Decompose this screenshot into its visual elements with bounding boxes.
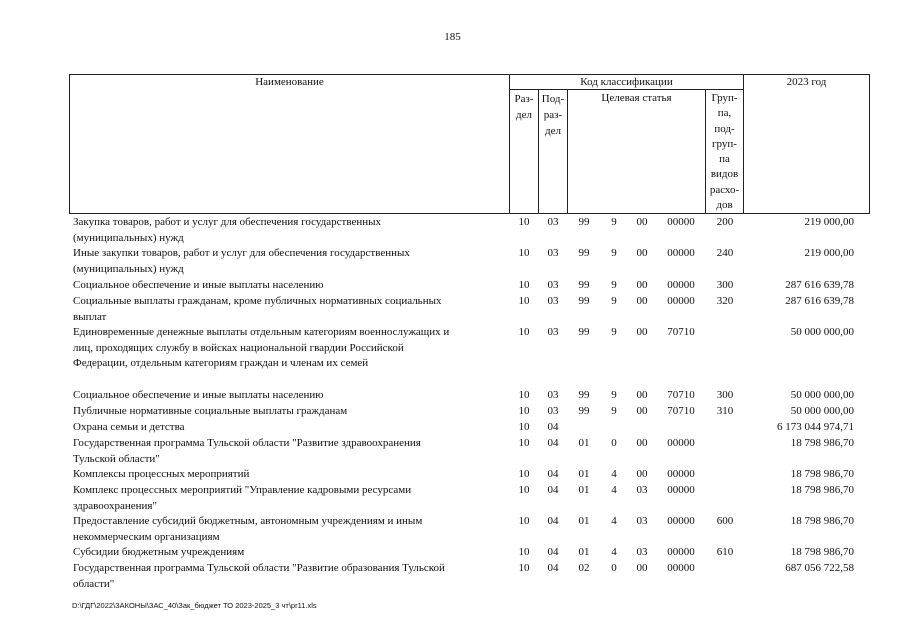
cell-c4: 70710 [667, 405, 695, 417]
cell-amount: 50 000 000,00 [790, 389, 854, 401]
cell-c2: 9 [611, 247, 617, 259]
row-name [73, 294, 501, 325]
cell-p: 04 [547, 515, 559, 527]
cell-c4: 00000 [667, 437, 695, 449]
cell-r: 10 [518, 216, 530, 228]
row-name-line: Государственная программа Тульской области "Развитие здравоохранения [73, 437, 421, 449]
cell-c2: 9 [611, 216, 617, 228]
cell-c1: 01 [578, 515, 590, 527]
row-name-line: Тульской области" [73, 452, 160, 465]
cell-c1: 01 [578, 437, 590, 449]
cell-c1: 99 [578, 389, 590, 401]
cell-c2: 4 [611, 546, 617, 558]
cell-c4: 00000 [667, 279, 695, 291]
cell-p: 03 [547, 389, 559, 401]
cell-c3: 00 [636, 468, 648, 480]
cell-p: 04 [547, 546, 559, 558]
cell-c4: 00000 [667, 216, 695, 228]
cell-p: 03 [547, 247, 559, 259]
cell-c3: 00 [636, 279, 648, 291]
cell-c1: 99 [578, 295, 590, 307]
row-name [73, 420, 501, 436]
cell-p: 04 [547, 421, 559, 433]
cell-amount: 18 798 986,70 [790, 546, 854, 558]
row-name-line: Предоставление субсидий бюджетным, автономным учреждениям и иным [73, 515, 423, 527]
cell-c2: 9 [611, 295, 617, 307]
row-name-line: Иные закупки товаров, работ и услуг для обеспечения государственных [73, 247, 410, 259]
cell-p: 04 [547, 468, 559, 480]
cell-c3: 00 [636, 437, 648, 449]
cell-c4: 70710 [667, 326, 695, 338]
column-header-group: Груп- па, под- груп- па видов расхо- дов [709, 92, 740, 212]
cell-g: 600 [716, 515, 734, 527]
row-name-line: Охрана семьи и детства [73, 421, 185, 433]
row-name [73, 325, 501, 372]
cell-g: 310 [716, 405, 734, 417]
cell-c1: 01 [578, 546, 590, 558]
column-header-razdel: Раз- дел [514, 93, 534, 121]
cell-amount: 287 616 639,78 [785, 279, 854, 291]
cell-p: 04 [547, 562, 559, 574]
cell-c4: 00000 [667, 515, 695, 527]
row-name-line: Комплексы процессных мероприятий [73, 468, 250, 480]
cell-c2: 9 [611, 326, 617, 338]
row-name-line: некоммерческим организациям [73, 530, 220, 543]
cell-c4: 00000 [667, 468, 695, 480]
cell-c3: 00 [636, 247, 648, 259]
row-name-line: здравоохранения" [73, 499, 157, 512]
cell-amount: 687 056 722,58 [785, 562, 854, 574]
cell-p: 03 [547, 405, 559, 417]
cell-c3: 00 [636, 295, 648, 307]
cell-g: 610 [716, 546, 734, 558]
cell-amount: 50 000 000,00 [790, 326, 854, 338]
cell-amount: 18 798 986,70 [790, 515, 854, 527]
row-name-line: Закупка товаров, работ и услуг для обеспечения государственных [73, 216, 382, 228]
cell-c3: 00 [636, 389, 648, 401]
column-header-target: Целевая статья [601, 92, 672, 104]
row-name-line: Социальное обеспечение и иные выплаты населению [73, 389, 324, 401]
cell-p: 03 [547, 295, 559, 307]
cell-c1: 01 [578, 468, 590, 480]
cell-g: 200 [716, 216, 734, 228]
cell-c3: 03 [636, 515, 648, 527]
row-name-line: (муниципальных) нужд [73, 262, 184, 275]
cell-amount: 287 616 639,78 [785, 295, 854, 307]
row-name-line: Комплекс процессных мероприятий "Управление кадровыми ресурсами [73, 484, 412, 496]
cell-c1: 99 [578, 216, 590, 228]
row-name [73, 545, 501, 561]
cell-g: 320 [716, 295, 734, 307]
cell-c2: 0 [611, 437, 617, 449]
cell-c2: 9 [611, 389, 617, 401]
cell-c1: 99 [578, 326, 590, 338]
cell-amount: 50 000 000,00 [790, 405, 854, 417]
cell-r: 10 [518, 562, 530, 574]
cell-c2: 4 [611, 515, 617, 527]
cell-c3: 03 [636, 484, 648, 496]
cell-c3: 00 [636, 405, 648, 417]
cell-c3: 00 [636, 216, 648, 228]
cell-r: 10 [518, 295, 530, 307]
cell-r: 10 [518, 279, 530, 291]
cell-c4: 70710 [667, 389, 695, 401]
row-name-line: области" [73, 577, 115, 590]
cell-c2: 4 [611, 484, 617, 496]
cell-c1: 99 [578, 405, 590, 417]
column-header-podrazdel: Под- раз- дел [541, 93, 565, 137]
cell-amount: 219 000,00 [804, 247, 854, 259]
cell-r: 10 [518, 468, 530, 480]
cell-p: 03 [547, 326, 559, 338]
cell-c4: 00000 [667, 247, 695, 259]
cell-c1: 99 [578, 247, 590, 259]
cell-p: 03 [547, 279, 559, 291]
cell-r: 10 [518, 389, 530, 401]
cell-c4: 00000 [667, 546, 695, 558]
cell-p: 03 [547, 216, 559, 228]
column-header-year: 2023 год [786, 76, 827, 88]
cell-c2: 4 [611, 468, 617, 480]
row-name [73, 404, 501, 420]
cell-r: 10 [518, 437, 530, 449]
cell-r: 10 [518, 515, 530, 527]
cell-amount: 18 798 986,70 [790, 468, 854, 480]
cell-amount: 18 798 986,70 [790, 437, 854, 449]
row-name-line: Социальные выплаты гражданам, кроме публичных нормативных социальных [73, 295, 442, 307]
row-name [73, 215, 501, 246]
cell-p: 04 [547, 437, 559, 449]
cell-r: 10 [518, 405, 530, 417]
cell-c1: 01 [578, 484, 590, 496]
row-name [73, 483, 501, 514]
cell-c2: 9 [611, 279, 617, 291]
cell-amount: 219 000,00 [804, 216, 854, 228]
row-name [73, 246, 501, 277]
cell-c3: 00 [636, 326, 648, 338]
cell-g: 300 [716, 279, 734, 291]
cell-r: 10 [518, 247, 530, 259]
row-name [73, 467, 501, 483]
cell-c4: 00000 [667, 295, 695, 307]
row-name [73, 388, 501, 404]
file-path-footer: D:\ГДГ\2022\ЗАКОНЫ\ЗАС_40\Зак_бюджет ТО 2023-2025_3 чт\pr11.xls [72, 601, 317, 610]
cell-c3: 03 [636, 546, 648, 558]
row-name-line: выплат [73, 310, 107, 323]
cell-p: 04 [547, 484, 559, 496]
cell-g: 240 [716, 247, 734, 259]
cell-c3: 00 [636, 562, 648, 574]
cell-c1: 02 [578, 562, 590, 574]
cell-g: 300 [716, 389, 734, 401]
row-name [73, 278, 501, 294]
row-name [73, 561, 501, 592]
cell-c2: 0 [611, 562, 617, 574]
row-name-line: Единовременные денежные выплаты отдельным категориям военнослужащих и [73, 326, 450, 338]
row-name-line: Федерации, отдельным категориям граждан и членам их семей [73, 357, 369, 369]
row-name-line: Государственная программа Тульской области "Развитие образования Тульской [73, 562, 445, 574]
row-name-line: (муниципальных) нужд [73, 231, 184, 244]
cell-r: 10 [518, 421, 530, 433]
row-name [73, 436, 501, 467]
cell-amount: 6 173 044 974,71 [777, 421, 854, 433]
column-header-name: Наименование [255, 76, 324, 88]
cell-c4: 00000 [667, 562, 695, 574]
row-name-line: Социальное обеспечение и иные выплаты населению [73, 279, 324, 291]
row-name-line: Публичные нормативные социальные выплаты гражданам [73, 405, 348, 417]
page-number: 185 [444, 31, 461, 43]
row-name [73, 514, 501, 545]
column-header-code: Код классификации [580, 76, 673, 88]
cell-c2: 9 [611, 405, 617, 417]
cell-r: 10 [518, 484, 530, 496]
cell-r: 10 [518, 546, 530, 558]
row-name-line: лиц, проходящих службу в войсках национальной гвардии Российской [73, 341, 404, 354]
cell-c1: 99 [578, 279, 590, 291]
cell-c4: 00000 [667, 484, 695, 496]
cell-r: 10 [518, 326, 530, 338]
cell-amount: 18 798 986,70 [790, 484, 854, 496]
row-name-line: Субсидии бюджетным учреждениям [73, 546, 245, 558]
